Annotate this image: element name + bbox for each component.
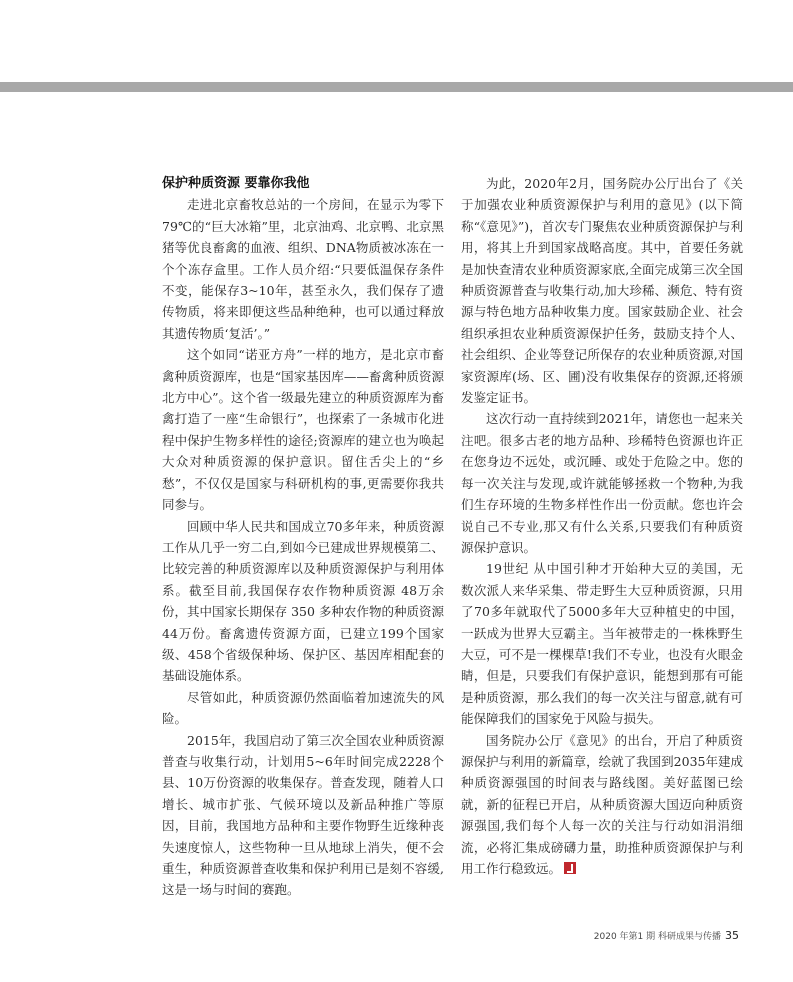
article-heading: 保护种质资源 要靠你我他	[162, 176, 310, 191]
paragraph: 走进北京畜牧总站的一个房间，在显示为零下79℃的“巨大冰箱”里，北京油鸡、北京鸭、北京黑猪等优良畜禽的血液、组织、DNA物质被冰冻在一个个冻存盒里。工作人员介绍:“只要低温保存条件不变，能保存3~10年，甚至永久，我们保存了遗传物质，将来即便这些品种绝种，也可以通过释放其遗传物质‘复活’。”	[162, 197, 444, 341]
paragraph: 这个如同“诺亚方舟”一样的地方，是北京市畜禽种质资源库，也是“国家基因库——畜禽种质资源北方中心”。这个省一级最先建立的种质资源库为畜禽打造了一座“生命银行”，也探索了一条城市化进程中保护生物多样性的途径;资源库的建立也为唤起大众对种质资源的保护意识。留住舌尖上的“乡愁”，不仅仅是国家与科研机构的事,更需要你我共同参与。	[162, 347, 444, 513]
paragraph: 19世纪 从中国引种才开始种大豆的美国，无数次派人来华采集、带走野生大豆种质资源，只用了70多年就取代了5000多年大豆种植史的中国，一跃成为世界大豆霸主。当年被带走的一株株野生大豆，可不是一棵棵草!我们不专业，也没有火眼金睛，但是，只要我们有保护意识，能想到那有可能是种质资源，那么我们的每一次关注与留意,就有可能保障我们的国家免于风险与损失。	[461, 561, 743, 727]
right-column	[461, 173, 743, 879]
page-footer	[594, 929, 739, 942]
paragraph: 这次行动一直持续到2021年，请您也一起来关注吧。很多古老的地方品种、珍稀特色资源也许正在您身边不远处，或沉睡、或处于危险之中。您的每一次关注与发现,或许就能够拯救一个物种,为我们生存环境的生物多样性作出一份贡献。您也许会说自己不专业,那又有什么关系,只要我们有种质资源保护意识。	[461, 411, 743, 555]
paragraph: 2015年，我国启动了第三次全国农业种质资源普查与收集行动，计划用5~6年时间完成2228个县、10万份资源的收集保存。普查发现，随着人口增长、城市扩张、气候环境以及新品种推广等原因，目前，我国地方品种和主要作物野生近缘种丧失速度惊人，这些物种一旦从地球上消失，便不会重生，种质资源普查收集和保护利用已是刻不容缓,这是一场与时间的赛跑。	[162, 732, 444, 898]
paragraph: 尽管如此，种质资源仍然面临着加速流失的风险。	[162, 689, 444, 727]
left-column	[162, 173, 444, 901]
top-decorative-bar	[0, 82, 793, 92]
paragraph-text: 国务院办公厅《意见》的出台，开启了种质资源保护与利用的新篇章，绘就了我国到2035年建成种质资源强国的时间表与路线图。美好蓝图已绘就，新的征程已开启，从种质资源大国迈向种质资源强国,我们每个人每一次的关注与行动如涓涓细流，必将汇集成磅礴力量，助推种质资源保护与利用工作行稳致远。	[461, 732, 743, 876]
paragraph: 回顾中华人民共和国成立70多年来，种质资源工作从几乎一穷二白,到如今已建成世界规模第二、比较完善的种质资源库以及种质资源保护与利用体系。截至目前,我国保存农作物种质资源 48万余份，其中国家长期保存 350 多种农作物的种质资源 44万份。畜禽遗传资源方面，已建立199个国家级、458个省级保种场、保护区、基因库相配套的基础设施体系。	[162, 518, 444, 684]
article-end-icon	[564, 862, 576, 874]
footer-issue: 2020 年第1 期 科研成果与传播	[593, 932, 721, 942]
last-paragraph	[461, 730, 743, 880]
paragraph: 为此，2020年2月，国务院办公厅出台了《关于加强农业种质资源保护与利用的意见》(以下简称“《意见》”)，首次专门聚焦农业种质资源保护与利用，将其上升到国家战略高度。其中，首要任务就是加快查清农业种质资源家底,全面完成第三次全国种质资源普查与收集行动,加大珍稀、濒危、特有资源与特色地方品种收集力度。国家鼓励企业、社会组织承担农业种质资源保护任务，鼓励支持个人、社会组织、企业等登记所保存的农业种质资源,对国家资源库(场、区、圃)没有收集保存的资源,还将颁发鉴定证书。	[461, 176, 743, 406]
page-number: 35	[725, 929, 739, 942]
